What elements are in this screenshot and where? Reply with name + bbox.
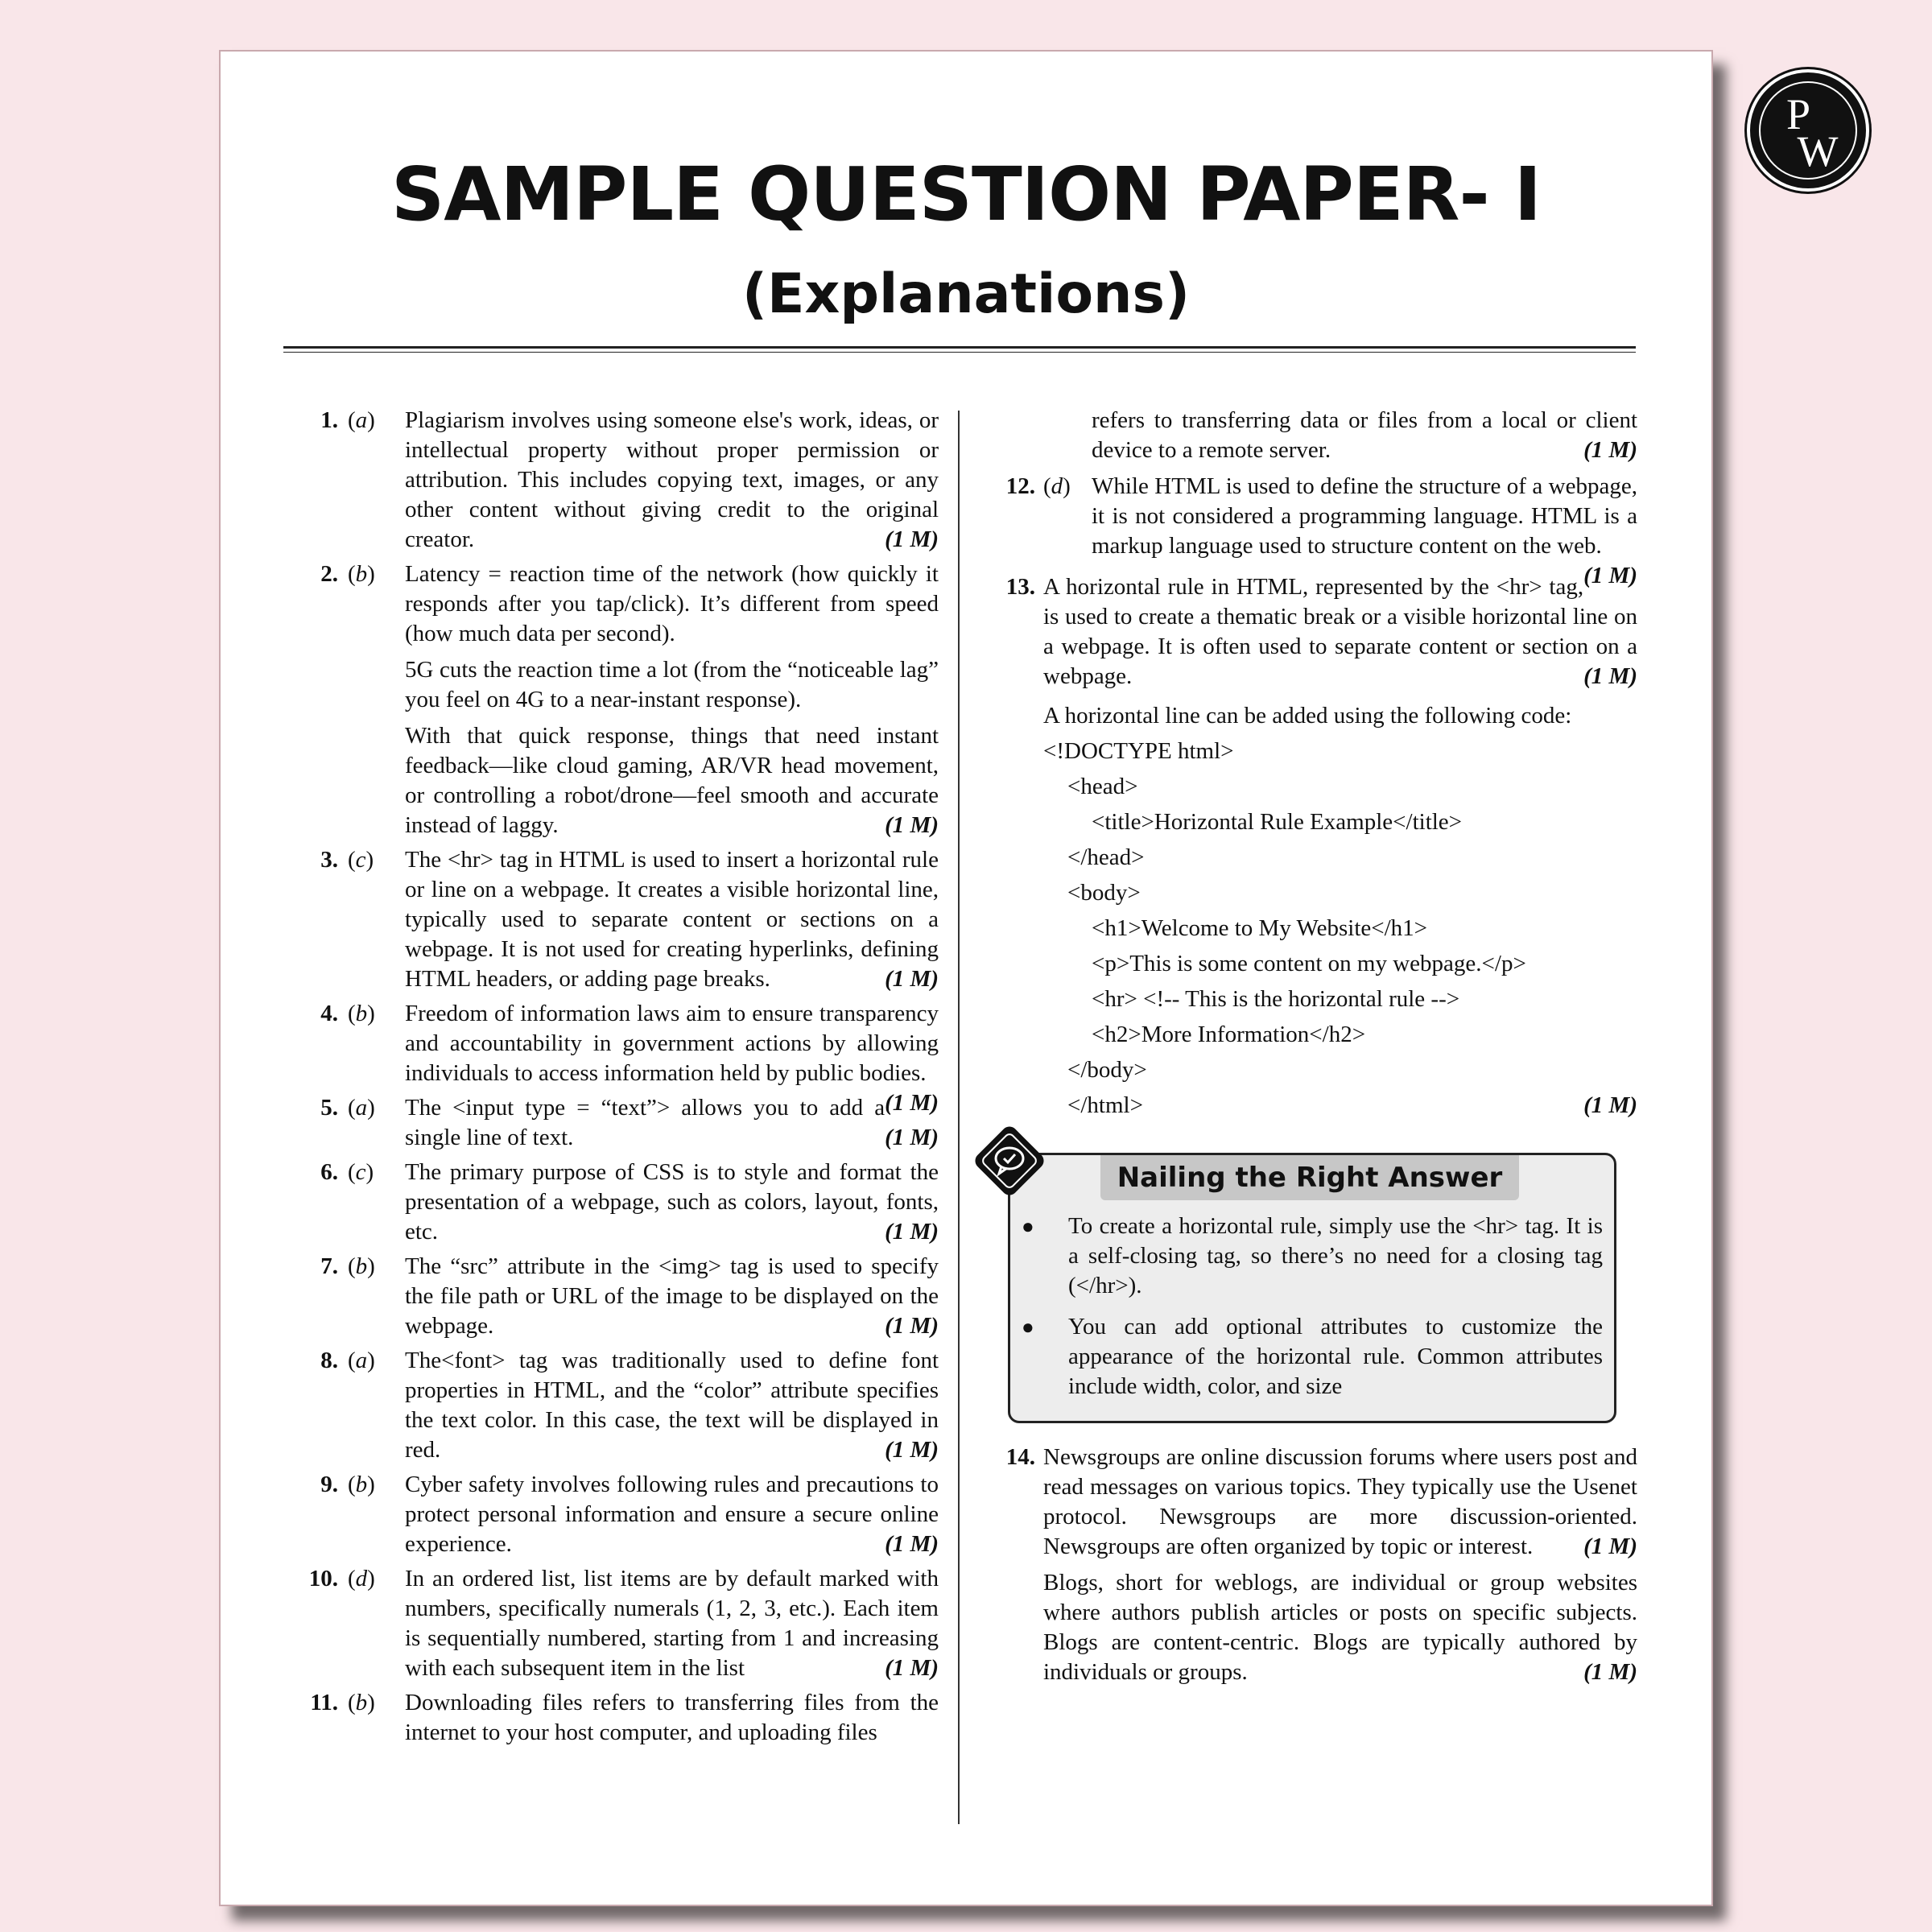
question-number: 7. bbox=[320, 1253, 338, 1279]
question-number: 2. bbox=[320, 561, 338, 587]
logo-letter-w: W bbox=[1797, 127, 1839, 175]
marks-badge: (1 M) bbox=[885, 966, 939, 992]
answer-text: Downloading files refers to transferring files from the internet to your host computer, and uploading files bbox=[405, 1690, 939, 1745]
question-14: 14. Newsgroups are online discussion forums where users post and read messages on various topics. They typically use the Usenet protocol. Newsgroups are more discussion-oriented. Newsgroups are often organized by topic or interest. (1 M) Blogs, short for weblogs, are individual or group websites where authors publish articles or posts on specific subjects. Blogs are content-centric. Blogs are typically authored by individuals or groups. (1 M) bbox=[993, 1443, 1637, 1687]
question-11 bbox=[295, 1688, 939, 1748]
answer-text: The <hr> tag in HTML is used to insert a horizontal rule or line on a webpage. It creates a visible horizontal line, typically used to separate content or sections on a webpage. It is not used for creating hyperlinks, defining HTML headers, or adding page breaks. bbox=[405, 847, 939, 992]
tip-box-title: Nailing the Right Answer bbox=[1100, 1155, 1519, 1200]
code-intro: A horizontal line can be added using the following code: bbox=[1043, 703, 1572, 729]
pw-logo bbox=[1747, 69, 1869, 192]
code-line: <!DOCTYPE html> bbox=[1043, 738, 1234, 764]
answer-text: The “src” attribute in the <img> tag is used to specify the file path or URL of the image to be displayed on the webpage. bbox=[405, 1253, 939, 1339]
question-number: 9. bbox=[320, 1472, 338, 1497]
tip-bullet: ● You can add optional attributes to customize the appearance of the horizontal rule. Common attributes include width, color, and size bbox=[1022, 1314, 1603, 1399]
page-subtitle: (Explanations) bbox=[741, 262, 1191, 326]
speech-check-icon bbox=[965, 1117, 1054, 1205]
marks-badge: (1 M) bbox=[1583, 437, 1637, 463]
answer-option: (b) bbox=[348, 1472, 375, 1497]
question-number: 8. bbox=[320, 1348, 338, 1373]
marks-badge: (1 M) bbox=[885, 526, 939, 552]
question-paper-page bbox=[219, 50, 1713, 1906]
answer-option: (a) bbox=[348, 1348, 375, 1373]
code-line: <hr> <!-- This is the horizontal rule --> bbox=[1092, 986, 1460, 1012]
code-line: </head> bbox=[1067, 844, 1145, 870]
code-line: <h1>Welcome to My Website</h1> bbox=[1092, 915, 1428, 941]
question-1 bbox=[295, 406, 939, 555]
code-line: <body> bbox=[1067, 880, 1141, 906]
answer-text: In an ordered list, list items are by default marked with numbers, specifically numerals (1, 2, 3, etc.). Each item is sequentially numbered, starting from 1 and increasing with each subsequent item in the list bbox=[405, 1566, 939, 1681]
marks-badge: (1 M) bbox=[885, 1437, 939, 1463]
code-block bbox=[1043, 737, 1637, 1121]
question-3 bbox=[295, 845, 939, 994]
question-5 bbox=[295, 1093, 939, 1153]
marks-badge: (1 M) bbox=[885, 812, 939, 838]
marks-badge: (1 M) bbox=[1583, 563, 1637, 588]
answer-text: Freedom of information laws aim to ensure transparency and accountability in government actions by allowing individuals to access information held by public bodies. bbox=[405, 1001, 939, 1086]
question-8 bbox=[295, 1346, 939, 1465]
question-10 bbox=[295, 1564, 939, 1683]
answer-text: The <input type = “text”> allows you to add a single line of text. bbox=[405, 1095, 886, 1150]
code-line: <p>This is some content on my webpage.</p> bbox=[1092, 951, 1526, 976]
right-column bbox=[993, 406, 1637, 1692]
marks-badge: (1 M) bbox=[885, 1219, 939, 1245]
question-7 bbox=[295, 1252, 939, 1341]
bullet-icon: ● bbox=[1022, 1215, 1034, 1238]
marks-badge: (1 M) bbox=[1583, 663, 1637, 689]
marks-badge: (1 M) bbox=[885, 1655, 939, 1681]
answer-option: (b) bbox=[348, 561, 375, 587]
answer-option: (a) bbox=[348, 407, 375, 433]
left-column bbox=[295, 406, 939, 1752]
code-line: </body> bbox=[1067, 1057, 1147, 1083]
answer-text: Plagiarism involves using someone else's work, ideas, or intellectual property without proper permission or attribution. This includes copying text, images, or any other content without giving credit to the original creator. bbox=[405, 407, 939, 552]
marks-badge: (1 M) bbox=[885, 1125, 939, 1150]
answer-option: (c) bbox=[348, 847, 374, 873]
question-12: 12. (d) While HTML is used to define the structure of a webpage, it is not considered a programming language. HTML is a markup language used to structure content on the web. (1 M) bbox=[993, 472, 1637, 561]
question-number: 1. bbox=[320, 407, 338, 433]
header-rule-thin bbox=[283, 352, 1636, 353]
question-number: 4. bbox=[320, 1001, 338, 1026]
code-line: <head> bbox=[1067, 774, 1138, 799]
answer-option: (b) bbox=[348, 1253, 375, 1279]
logo-letter-p: P bbox=[1785, 90, 1811, 138]
marks-badge: (1 M) bbox=[1583, 1534, 1637, 1559]
bullet-icon: ● bbox=[1022, 1315, 1034, 1339]
code-line: </html> (1 M) bbox=[1043, 1091, 1637, 1121]
answer-text: With that quick response, things that need instant feedback—like cloud gaming, AR/VR head movement, or controlling a robot/drone—feel smooth and accurate instead of laggy. bbox=[405, 723, 939, 838]
question-number: 3. bbox=[320, 847, 338, 873]
q11-continuation: refers to transferring data or files from a local or client device to a remote server. (1 M) bbox=[993, 406, 1637, 465]
answer-text: Cyber safety involves following rules and precautions to protect personal information and ensure a secure online experience. bbox=[405, 1472, 939, 1557]
question-number: 6. bbox=[320, 1159, 338, 1185]
answer-text: 5G cuts the reaction time a lot (from the “noticeable lag” you feel on 4G to a near-instant response). bbox=[405, 657, 939, 712]
header-rule bbox=[283, 346, 1636, 349]
code-line: <h2>More Information</h2> bbox=[1092, 1022, 1366, 1047]
question-2 bbox=[295, 559, 939, 840]
question-number: 11. bbox=[310, 1690, 338, 1715]
answer-text: Latency = reaction time of the network (how quickly it responds after you tap/click). It’s different from speed (how much data per second). bbox=[405, 561, 939, 646]
answer-option: (d) bbox=[348, 1566, 375, 1591]
answer-text: The primary purpose of CSS is to style and format the presentation of a webpage, such as colors, layout, fonts, etc. bbox=[405, 1159, 939, 1245]
marks-badge: (1 M) bbox=[885, 1531, 939, 1557]
question-number: 5. bbox=[320, 1095, 338, 1121]
code-line: <title>Horizontal Rule Example</title> bbox=[1092, 809, 1463, 835]
answer-option: (b) bbox=[348, 1690, 375, 1715]
marks-badge: (1 M) bbox=[885, 1090, 939, 1116]
question-number: 10. bbox=[308, 1566, 338, 1591]
marks-badge: (1 M) bbox=[885, 1313, 939, 1339]
question-4 bbox=[295, 999, 939, 1116]
marks-badge: (1 M) bbox=[1583, 1092, 1637, 1118]
question-6 bbox=[295, 1158, 939, 1247]
answer-option: (c) bbox=[348, 1159, 374, 1185]
answer-option: (b) bbox=[348, 1001, 375, 1026]
answer-text: The<font> tag was traditionally used to define font properties in HTML, and the “color” attribute specifies the text color. In this case, the text will be displayed in red. bbox=[405, 1348, 939, 1463]
page-title: SAMPLE QUESTION PAPER- I bbox=[391, 151, 1541, 237]
marks-badge: (1 M) bbox=[1583, 1659, 1637, 1685]
question-13: 13. A horizontal rule in HTML, represented by the <hr> tag, is used to create a thematic break or a visible horizontal line on a webpage. It is often used to separate content or section on a webpage. (1 M) A horizontal line can be added using the following code: <!DOCTYPE html> <head> <title>Horizontal Rule Example</title> </head> <body> <h1>Welcome to My Website</h1> <p>This is some content on my webpage.</p> <hr> <!-- This is the horizontal rule --> <h2>More Information</h2> </body> </html> (1 M) bbox=[993, 572, 1637, 1121]
column-divider bbox=[958, 411, 960, 1824]
tip-box bbox=[1008, 1153, 1616, 1423]
question-9 bbox=[295, 1470, 939, 1559]
answer-option: (a) bbox=[348, 1095, 375, 1121]
tip-bullet: ● To create a horizontal rule, simply use the <hr> tag. It is a self-closing tag, so there’s no need for a closing tag (</hr>). bbox=[1022, 1213, 1603, 1298]
